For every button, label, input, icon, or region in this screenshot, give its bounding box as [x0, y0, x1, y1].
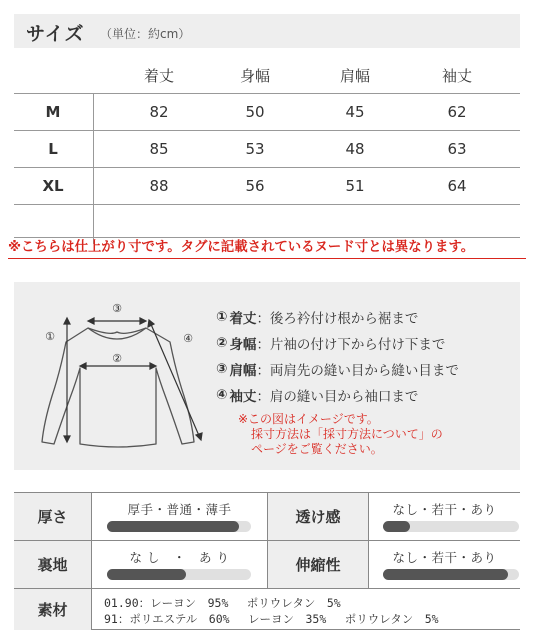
transparency-cell: [369, 493, 520, 540]
column-header-shoulder: 肩幅: [339, 67, 370, 85]
table-cell: 48: [345, 140, 365, 158]
diagram-note-line: ※この図はイメージです。: [238, 412, 379, 426]
legend-name: 着丈: [229, 311, 257, 327]
legend-name: 身幅: [229, 337, 257, 353]
fabric-row: [14, 589, 520, 630]
thickness-label: 厚さ: [14, 493, 91, 540]
measurement-legend: [216, 304, 516, 408]
table-cell: 51: [345, 177, 365, 195]
marker-4: ④: [183, 332, 193, 345]
legend-number: ②: [216, 335, 228, 351]
table-divider: [93, 94, 94, 244]
table-cell: 56: [245, 177, 265, 195]
arrow-head: [148, 320, 154, 327]
table-cell: 64: [447, 177, 467, 195]
lining-options: な し ・ あ り: [129, 550, 230, 565]
arrow-head: [80, 363, 86, 369]
table-cell: 82: [149, 103, 169, 121]
legend-number: ①: [216, 309, 228, 325]
transparency-track: [383, 521, 519, 532]
legend-description: ：後ろ衿付け根から裾まで: [256, 311, 419, 327]
legend-item: [216, 356, 516, 382]
stretch-cell: [369, 541, 520, 588]
note-underline: [8, 258, 526, 259]
arrow-head: [196, 433, 202, 440]
table-row-empty: [14, 205, 520, 238]
legend-item: [216, 382, 516, 408]
size-note: ※こちらは仕上がり寸です。タグに記載されているヌード寸とは異なります。: [8, 240, 475, 255]
column-header-sleeve: 袖丈: [441, 67, 472, 85]
table-row: [14, 168, 520, 205]
arrow-head: [150, 363, 156, 369]
arrow-head: [88, 318, 94, 324]
shirt-diagram: [32, 292, 208, 462]
legend-item: [216, 304, 516, 330]
legend-description: ：肩の縫い目から袖口まで: [256, 389, 419, 405]
table-cell: 62: [447, 103, 467, 121]
divider: [91, 589, 92, 630]
table-cell: 88: [149, 177, 169, 195]
arrow-head: [64, 436, 70, 442]
fabric-row: [14, 493, 520, 541]
transparency-label: 透け感: [268, 493, 368, 540]
arrow-head: [64, 318, 70, 324]
table-cell: 45: [345, 103, 365, 121]
table-row: [14, 131, 520, 168]
size-table-header-row: [14, 58, 520, 94]
lining-track: [107, 569, 251, 580]
size-label: L: [48, 140, 58, 158]
stretch-fill: [383, 569, 508, 580]
fabric-attributes-table: [14, 492, 520, 630]
legend-number: ③: [216, 361, 228, 377]
legend-number: ④: [216, 387, 228, 403]
material-label: 素材: [14, 589, 91, 630]
size-title: サイズ: [26, 23, 85, 45]
size-unit: （単位：約cm）: [100, 27, 191, 41]
table-cell: 53: [245, 140, 265, 158]
size-label: XL: [42, 177, 64, 195]
marker-3: ③: [112, 302, 122, 315]
neckline: [88, 328, 146, 339]
thickness-track: [107, 521, 251, 532]
lining-label: 裏地: [14, 541, 91, 588]
stretch-track: [383, 569, 519, 580]
transparency-options: なし・若干・あり: [392, 502, 497, 517]
shirt-outline: [42, 328, 194, 447]
diagram-note-line: ページをご覧ください。: [251, 442, 383, 456]
legend-description: ：両肩先の縫い目から縫い目まで: [256, 363, 459, 379]
transparency-fill: [383, 521, 410, 532]
thickness-options: 厚手・普通・薄手: [127, 502, 232, 517]
legend-item: [216, 330, 516, 356]
thickness-fill: [107, 521, 239, 532]
stretch-options: なし・若干・あり: [392, 550, 497, 565]
thickness-cell: [92, 493, 267, 540]
measurement-diagram-panel: [14, 282, 520, 470]
diagram-note-line: 採寸方法は「採寸方法について」の: [251, 427, 443, 441]
legend-name: 袖丈: [229, 389, 257, 405]
size-table: [14, 58, 520, 238]
legend-name: 肩幅: [229, 363, 257, 379]
lining-fill: [107, 569, 186, 580]
table-cell: 63: [447, 140, 467, 158]
marker-1: ①: [45, 330, 55, 343]
table-cell: 85: [149, 140, 169, 158]
legend-description: ：片袖の付け下から付け下まで: [256, 337, 446, 353]
arrow-head: [140, 318, 146, 324]
stretch-label: 伸縮性: [268, 541, 368, 588]
table-row: [14, 94, 520, 131]
column-header-length: 着丈: [143, 67, 174, 85]
size-section-header: [14, 14, 520, 48]
marker-2: ②: [112, 352, 122, 365]
lining-cell: [92, 541, 267, 588]
fabric-row: [14, 541, 520, 589]
size-label: M: [45, 103, 61, 121]
column-header-width: 身幅: [239, 67, 270, 85]
diagram-note: [238, 412, 443, 457]
table-cell: 50: [245, 103, 265, 121]
material-line: 91：ポリエステル 60% レーヨン 35% ポリウレタン 5%: [104, 612, 439, 626]
material-line: 01.90：レーヨン 95% ポリウレタン 5%: [104, 596, 341, 610]
